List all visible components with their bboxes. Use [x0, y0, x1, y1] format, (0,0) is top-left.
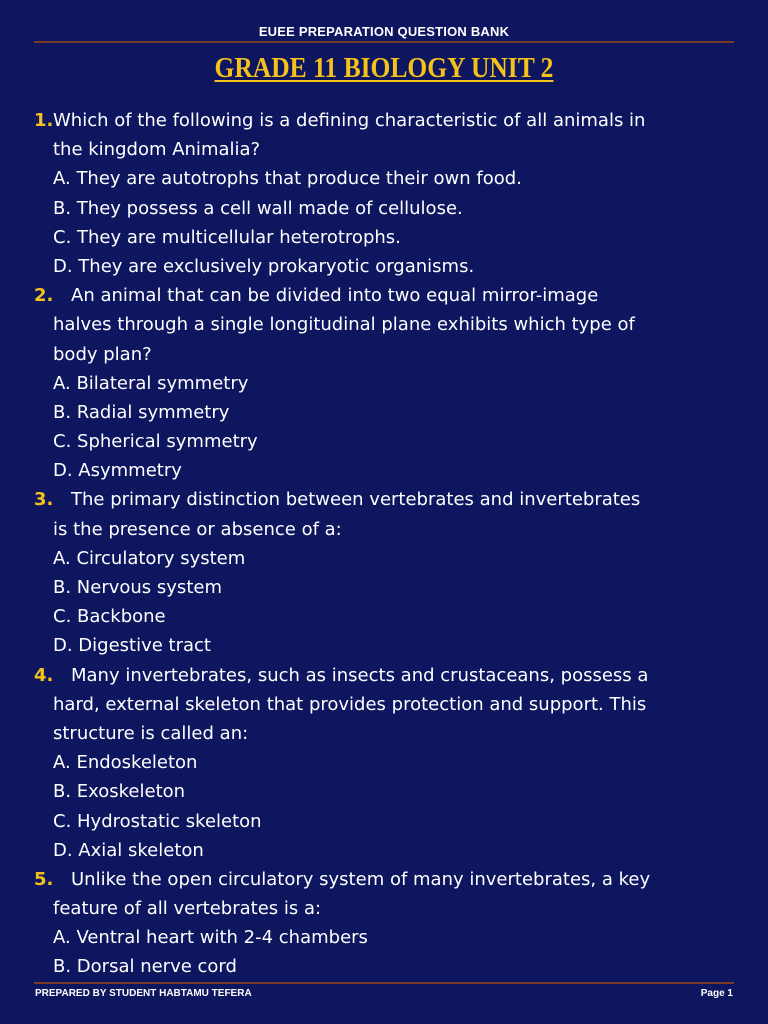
question-number: 2.	[34, 285, 54, 307]
option-b: B. Radial symmetry	[53, 401, 230, 423]
question-list	[34, 106, 744, 982]
option-d: D. Digestive tract	[53, 635, 211, 657]
option-c: C. Hydrostatic skeleton	[53, 810, 262, 832]
option-c: C. Backbone	[53, 606, 166, 628]
question-number: 3.	[34, 489, 54, 511]
footer-author: PREPARED BY STUDENT HABTAMU TEFERA	[35, 988, 252, 999]
option-d: D. They are exclusively prokaryotic organisms.	[53, 255, 475, 277]
question-text: structure is called an:	[53, 722, 249, 744]
question-3	[34, 485, 744, 660]
question-4	[34, 661, 744, 865]
footer-divider	[34, 982, 734, 984]
question-line	[34, 485, 744, 514]
question-5	[34, 865, 744, 982]
question-text: feature of all vertebrates is a:	[53, 898, 322, 920]
question-1	[34, 106, 744, 281]
option-a: A. Bilateral symmetry	[53, 372, 249, 394]
page-number: Page 1	[700, 988, 733, 999]
question-number: 1.	[34, 110, 54, 131]
question-text: Many invertebrates, such as insects and crustaceans, possess a	[71, 664, 649, 686]
option-c: C. They are multicellular heterotrophs.	[53, 226, 401, 248]
option-a: A. Endoskeleton	[53, 752, 198, 774]
question-text: halves through a single longitudinal plane exhibits which type of	[53, 314, 635, 336]
header-title: EUEE PREPARATION QUESTION BANK	[258, 24, 510, 39]
question-text: hard, external skeleton that provides protection and support. This	[53, 693, 647, 715]
question-text: An animal that can be divided into two equal mirror-image	[71, 285, 599, 307]
option-a: A. Circulatory system	[53, 547, 246, 569]
option-b: B. Nervous system	[53, 577, 222, 598]
page-title: GRADE 11 BIOLOGY UNIT 2	[214, 52, 554, 84]
option-b: B. Exoskeleton	[53, 781, 186, 803]
option-b: B. Dorsal nerve cord	[53, 956, 237, 978]
question-text: the kingdom Animalia?	[53, 139, 261, 161]
question-2	[34, 281, 744, 485]
option-d: D. Asymmetry	[53, 460, 182, 482]
question-text: The primary distinction between vertebrates and invertebrates	[71, 489, 641, 511]
question-line	[34, 106, 744, 135]
question-number: 4.	[34, 664, 54, 686]
question-line	[34, 281, 744, 310]
question-line	[34, 865, 744, 894]
header-divider	[34, 41, 734, 43]
question-text: Unlike the open circulatory system of many invertebrates, a key	[71, 868, 651, 890]
question-text: body plan?	[53, 343, 152, 365]
option-d: D. Axial skeleton	[53, 839, 204, 861]
question-line	[34, 661, 744, 690]
question-number: 5.	[34, 868, 54, 890]
option-a: A. They are autotrophs that produce their own food.	[53, 168, 522, 190]
option-a: A. Ventral heart with 2-4 chambers	[53, 927, 368, 949]
option-c: C. Spherical symmetry	[53, 431, 258, 453]
question-text: is the presence or absence of a:	[53, 518, 342, 540]
question-text: Which of the following is a defining characteristic of all animals in	[53, 110, 646, 131]
option-b: B. They possess a cell wall made of cellulose.	[53, 197, 463, 219]
